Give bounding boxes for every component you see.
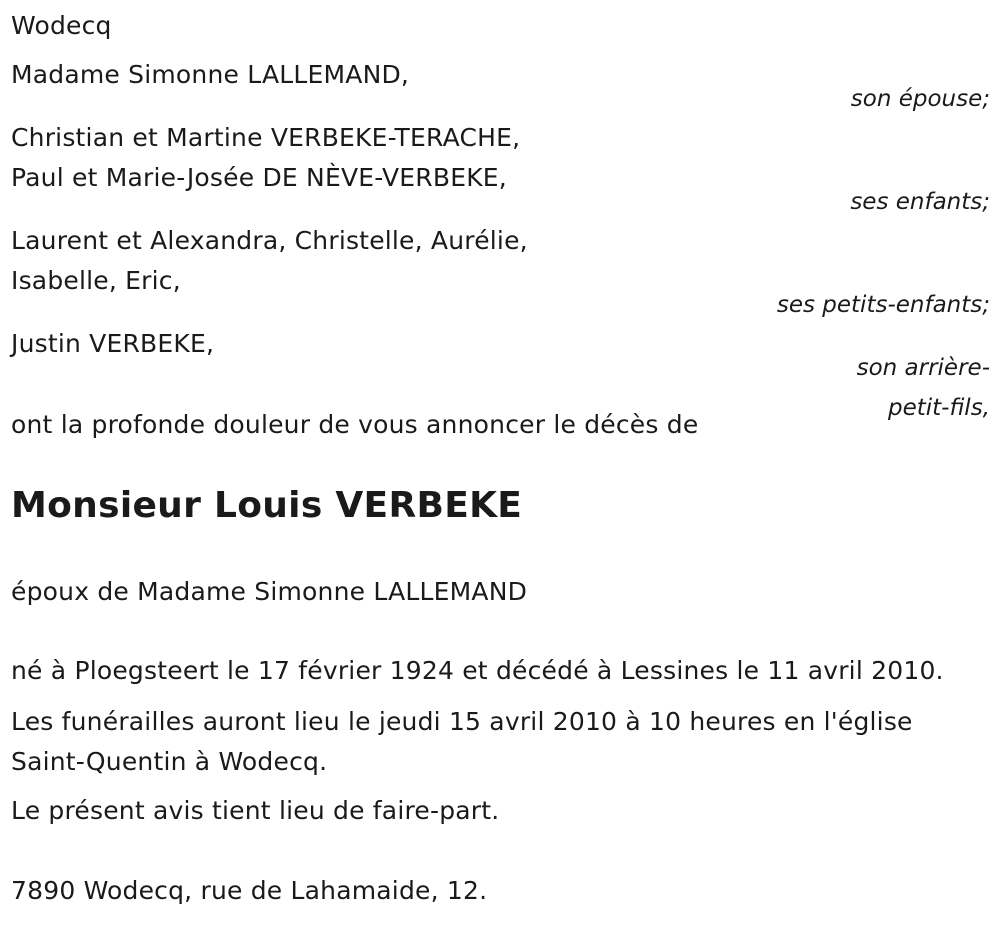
child-line-1: Christian et Martine VERBEKE-TERACHE,	[11, 123, 521, 152]
place-heading: Wodecq	[11, 11, 112, 40]
great-grandchild-relation-line-2: petit-fils,	[887, 395, 990, 421]
spouse-relation: son épouse;	[850, 86, 990, 112]
birth-death-text: né à Ploegsteert le 17 février 1924 et décédé à Lessines le 11 avril 2010.	[11, 656, 944, 685]
great-grandchild-name: Justin VERBEKE,	[11, 329, 215, 358]
funeral-line-1: Les funérailles auront lieu le jeudi 15 avril 2010 à 10 heures en l'église	[11, 707, 913, 736]
child-line-2: Paul et Marie-Josée DE NÈVE-VERBEKE,	[11, 163, 507, 192]
spouse-name: Madame Simonne LALLEMAND,	[11, 60, 410, 89]
grandchild-line-1: Laurent et Alexandra, Christelle, Aurélie,	[11, 226, 528, 255]
great-grandchild-relation-line-1: son arrière-	[856, 355, 990, 381]
announcement-text: ont la profonde douleur de vous annoncer le décès de	[11, 410, 699, 439]
notice-text: Le présent avis tient lieu de faire-part.	[11, 796, 500, 825]
grandchild-line-2: Isabelle, Eric,	[11, 266, 181, 295]
funeral-line-2: Saint-Quentin à Wodecq.	[11, 747, 328, 776]
children-relation: ses enfants;	[850, 189, 990, 215]
grandchildren-relation: ses petits-enfants;	[776, 292, 990, 318]
address-text: 7890 Wodecq, rue de Lahamaide, 12.	[11, 876, 488, 905]
spouse-of-text: époux de Madame Simonne LALLEMAND	[11, 577, 528, 606]
deceased-name: Monsieur Louis VERBEKE	[11, 485, 523, 526]
